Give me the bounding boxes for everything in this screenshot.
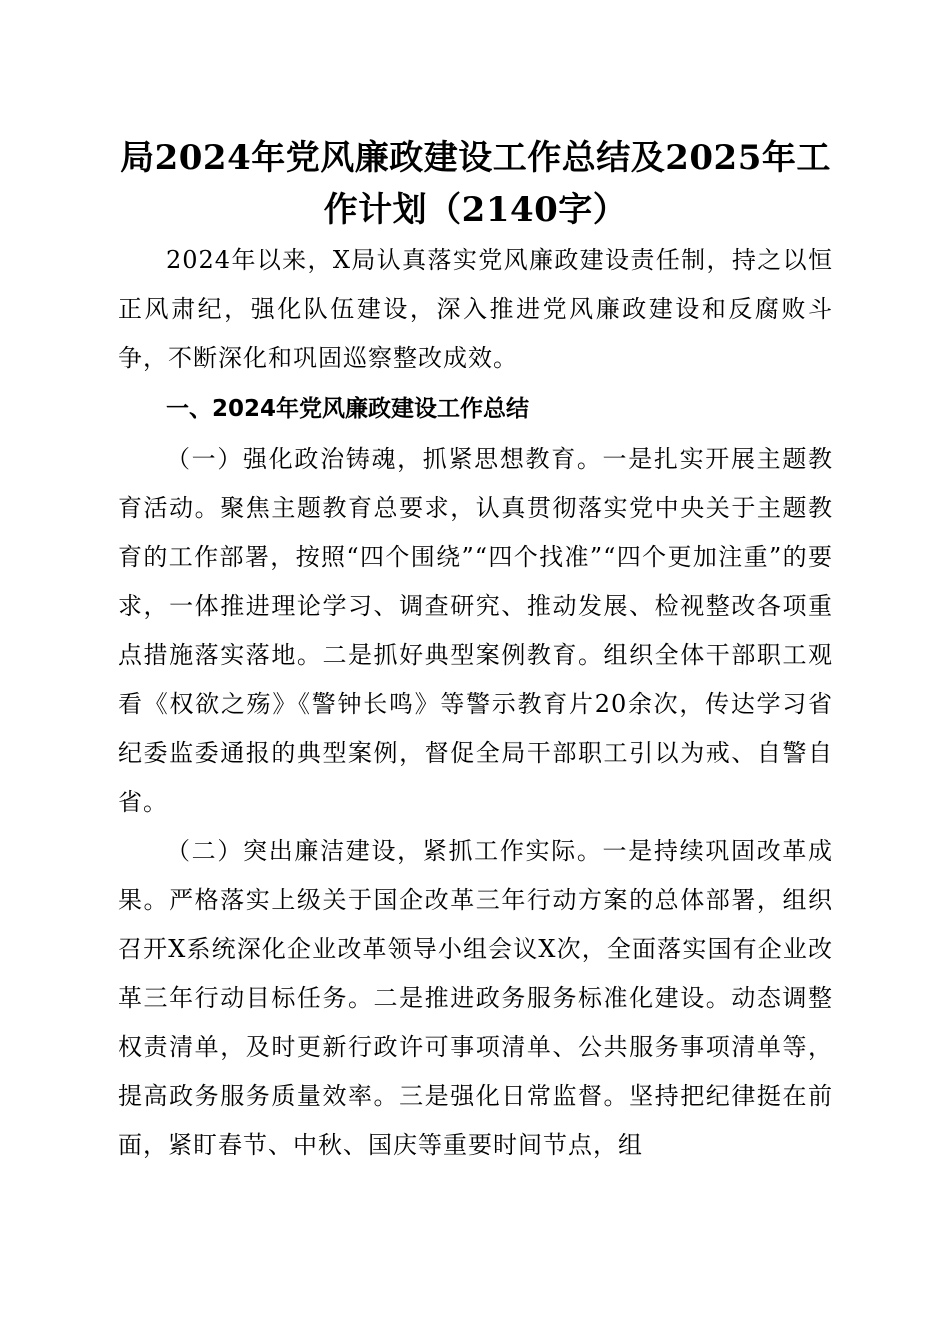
document-page xyxy=(118,132,833,1170)
document-title-line-1: 局2024年党风廉政建设工作总结及2025年工 xyxy=(120,138,831,178)
paragraph-integrity-building: （二）突出廉洁建设，紧抓工作实际。一是持续巩固改革成果。严格落实上级关于国企改革三年行动方案的总体部署，组织召开X系统深化企业改革领导小组会议X次，全面落实国有企业改革三年行动目标任务。二是推进政务服务标准化建设。动态调整权责清单，及时更新行政许可事项清单、公共服务事项清单等，提高政务服务质量效率。三是强化日常监督。坚持把纪律挺在前面，紧盯春节、中秋、国庆等重要时间节点，组 xyxy=(118,837,833,1159)
intro-paragraph: 2024年以来，X局认真落实党风廉政建设责任制，持之以恒正风肃纪，强化队伍建设，深入推进党风廉政建设和反腐败斗争，不断深化和巩固巡察整改成效。 xyxy=(118,246,833,372)
section-heading: 一、2024年党风廉政建设工作总结 xyxy=(166,396,530,422)
document-title xyxy=(118,132,833,236)
paragraph-thought-education: （一）强化政治铸魂，抓紧思想教育。一是扎实开展主题教育活动。聚焦主题教育总要求，认真贯彻落实党中央关于主题教育的工作部署，按照“四个围绕”“四个找准”“四个更加注重”的要求，一体推进理论学习、调查研究、推动发展、检视整改各项重点措施落实落地。二是抓好典型案例教育。组织全体干部职工观看《权欲之殇》《警钟长鸣》等警示教育片20余次，传达学习省纪委监委通报的典型案例，督促全局干部职工引以为戒、自警自省。 xyxy=(118,445,833,816)
document-title-line-2: 作计划（2140字） xyxy=(323,190,628,230)
